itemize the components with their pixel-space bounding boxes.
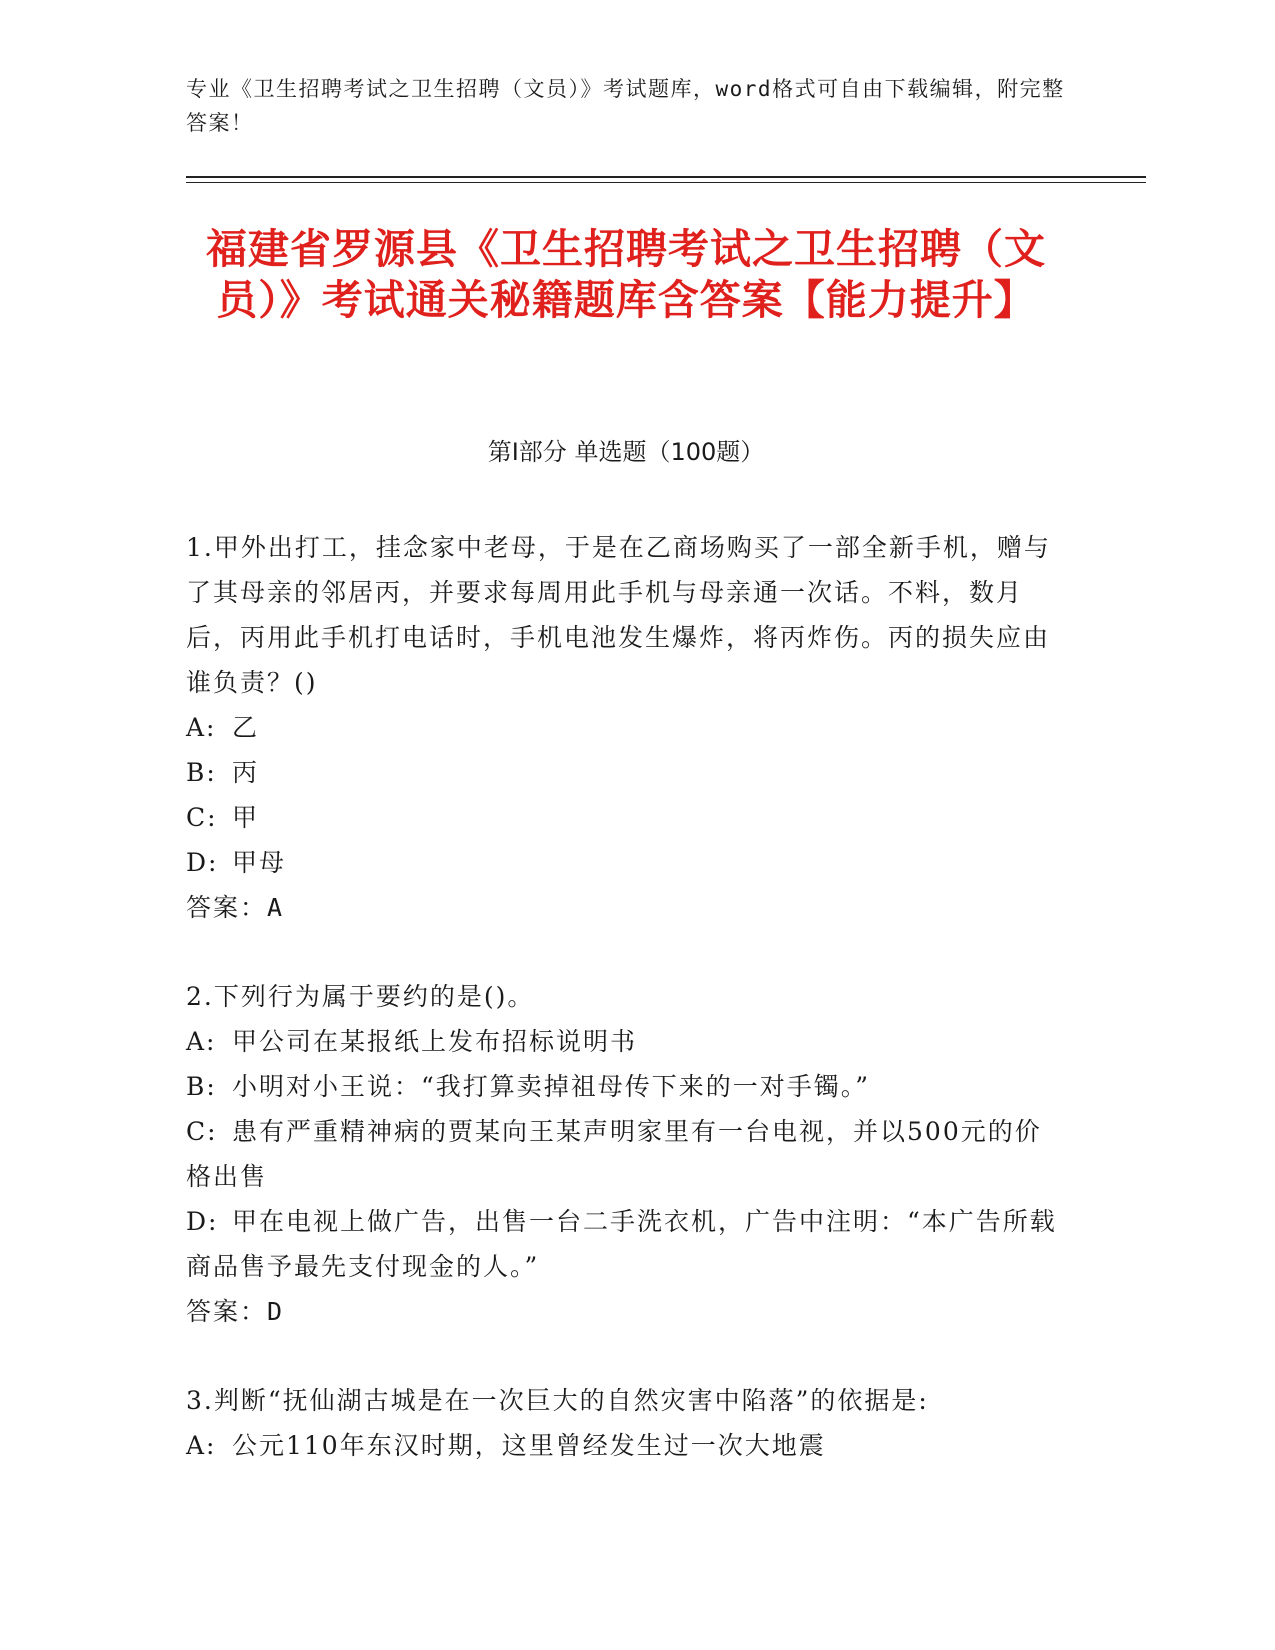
option-text: 甲 [232,803,260,832]
option-letter: A: [186,1027,217,1056]
option-letter: B: [186,758,217,787]
document-title: 福建省罗源县《卫生招聘考试之卫生招聘（文员）》考试通关秘籍题库含答案【能力提升】 [206,225,1046,324]
question-3 [186,1378,1066,1468]
option-a [186,1423,1066,1468]
option-letter: D: [186,1207,219,1236]
option-d [186,1199,1066,1289]
option-letter: C: [186,803,218,832]
question-text: 2.下列行为属于要约的是()。 [186,982,535,1011]
option-b [186,1064,1066,1109]
question-text: 1.甲外出打工，挂念家中老母，于是在乙商场购买了一部全新手机，赠与了其母亲的邻居丙，并要求每周用此手机与母亲通一次话。不料，数月后，丙用此手机打电话时，手机电池发生爆炸，将丙炸伤。丙的损失应由谁负责？() [186,533,1051,697]
option-c [186,795,1066,840]
option-b [186,750,1066,795]
answer-label: 答案： [186,1297,268,1326]
option-letter: A: [186,713,217,742]
option-text: 患有严重精神病的贾某向王某声明家里有一台电视，并以500元的价格出售 [186,1117,1042,1191]
option-letter: B: [186,1072,217,1101]
question-list [186,525,1066,1512]
option-text: 甲母 [232,848,287,877]
header-divider-thin [186,182,1146,183]
option-letter: D: [186,848,219,877]
section-heading: 第I部分 单选题（100题） [487,438,765,466]
answer-line [186,885,1066,930]
option-letter: C: [186,1117,218,1146]
option-text: 丙 [232,758,260,787]
answer-label: 答案： [186,893,268,922]
option-a [186,705,1066,750]
answer-value: D [267,1297,285,1326]
option-text: 甲公司在某报纸上发布招标说明书 [232,1027,638,1056]
option-text: 乙 [232,713,260,742]
header-note: 专业《卫生招聘考试之卫生招聘（文员）》考试题库，word格式可自由下载编辑，附完整答案！ [186,77,1065,135]
option-text: 小明对小王说：“我打算卖掉祖母传下来的一对手镯。” [232,1072,871,1101]
option-text: 公元110年东汉时期，这里曾经发生过一次大地震 [232,1431,826,1460]
header-divider-thick [186,176,1146,178]
question-1 [186,525,1066,930]
answer-value: A [267,893,285,922]
option-d [186,840,1066,885]
option-c [186,1109,1066,1199]
option-a [186,1019,1066,1064]
question-2 [186,974,1066,1334]
option-letter: A: [186,1431,217,1460]
option-text: 甲在电视上做广告，出售一台二手洗衣机，广告中注明：“本广告所载商品售予最先支付现金的人。” [186,1207,1057,1281]
answer-line [186,1289,1066,1334]
question-text: 3.判断“抚仙湖古城是在一次巨大的自然灾害中陷落”的依据是: [186,1386,929,1415]
